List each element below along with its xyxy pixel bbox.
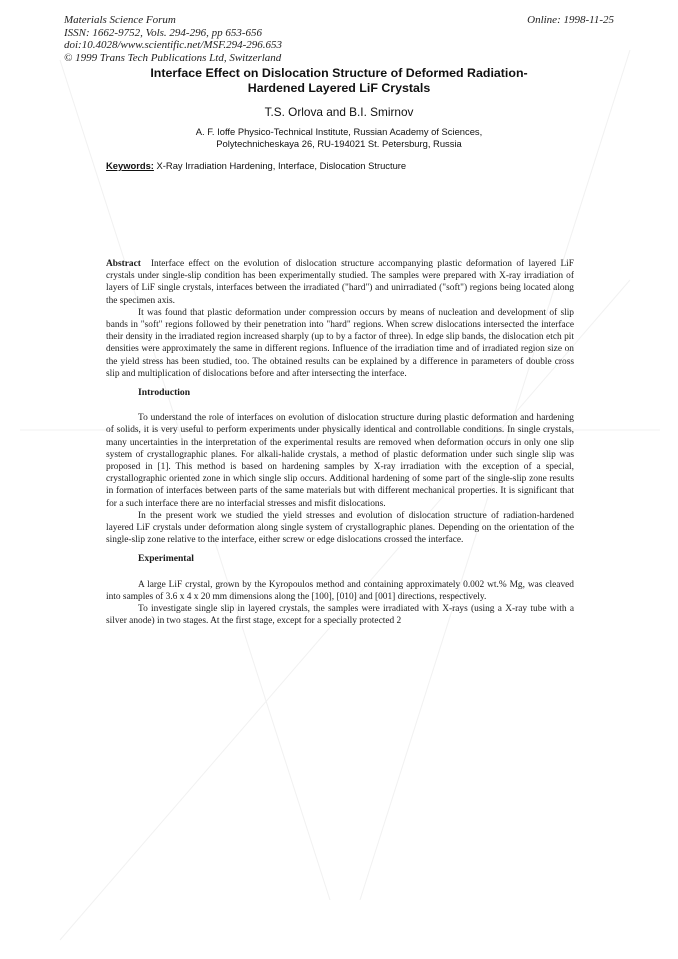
- abstract-paragraph: [106, 258, 574, 307]
- authors: T.S. Orlova and B.I. Smirnov: [264, 105, 414, 119]
- abstract-text: Interface effect on the evolution of dislocation structure accompanying plastic deformation of layered LiF crystals under single-slip condition has been experimentally studied. The samples were prepared with X-ray irradiation of layers of LiF single crystals, interfaces between the irradiated ("hard") and unirradiated ("soft") regions being located along the specimen axis.: [106, 259, 574, 306]
- title-line: Interface Effect on Dislocation Structure of Deformed Radiation-: [150, 66, 528, 80]
- section-heading-introduction: Introduction: [138, 387, 191, 399]
- body-paragraph: In the present work we studied the yield stresses and evolution of dislocation structure of radiation-hardened layered LiF crystals under deformation along single system of crystallographic planes. Depending on the orientation of the single-slip zone relative to the interface, either screw or edge dislocations crossed the interface.: [106, 510, 574, 546]
- issn-line: ISSN: 1662-9752, Vols. 294-296, pp 653-656: [64, 26, 262, 39]
- body-paragraph: A large LiF crystal, grown by the Kyropoulos method and containing approximately 0.002 wt.% Mg, was cleaved into samples of 3.6 x 4 x 20 mm dimensions along the [100], [010] and [001] directions, respectively.: [106, 579, 574, 602]
- keywords-text: X-Ray Irradiation Hardening, Interface, Dislocation Structure: [153, 160, 407, 171]
- affiliation: [0, 126, 678, 150]
- keywords: [106, 160, 406, 171]
- affiliation-line: A. F. Ioffe Physico-Technical Institute, Russian Academy of Sciences,: [195, 126, 483, 137]
- title-line: Hardened Layered LiF Crystals: [247, 81, 431, 95]
- abstract-paragraph: It was found that plastic deformation under compression occurs by means of nucleation and development of slip bands in "soft" regions followed by their penetration into "hard" regions. When screw dislocations intersected the interface their density in the irradiated region increased sharply (up to by a factor of three). In edge slip bands, the dislocation etch pit densities were approximately the same in different regions. Influence of the irradiation time and of irradiated region size on the yield stress has been studied, too. The obtained results can be explained by a difference in parameters of double cross slip and multiplication of dislocations before and after intersecting the interface.: [106, 307, 574, 379]
- affiliation-line: Polytechnicheskaya 26, RU-194021 St. Petersburg, Russia: [216, 138, 462, 149]
- paper-title: [0, 66, 678, 96]
- doi-line[interactable]: doi:10.4028/www.scientific.net/MSF.294-296.653: [64, 39, 283, 51]
- keywords-label: Keywords:: [106, 160, 154, 171]
- body-paragraph: To understand the role of interfaces on evolution of dislocation structure during plastic deformation and hardening of solids, it is very useful to perform experiments under physically identical and controllable conditions. In single crystals, many uncertainties in the interpretation of the experimental results are removed when deformation occurs in only one slip system of crystallographic planes. For alkali-halide crystals, a method of plastic deformation under such single slip was proposed in [1]. This method is based on hardening samples by X-ray irradiation with the exception of a special, crystallographic oriented zone in which single slip occurs. Additional hardening of some part of the single-slip zone results in formation of interfaces between parts of the same materials but with different mechanical properties. It is significant that for a such interface there are no interfacial stresses and misfit dislocations.: [106, 413, 574, 509]
- online-date: Online: 1998-11-25: [527, 14, 614, 26]
- journal-info: [64, 14, 282, 64]
- journal-name: Materials Science Forum: [64, 14, 176, 26]
- body-paragraph: To investigate single slip in layered crystals, the samples were irradiated with X-rays (using a X-ray tube with a silver anode) in two stages. At the first stage, except for a specially protected 2: [106, 604, 574, 627]
- paper-body: [106, 258, 574, 627]
- abstract-label: Abstract: [106, 259, 141, 269]
- section-heading-experimental: Experimental: [138, 553, 194, 565]
- copyright-line: © 1999 Trans Tech Publications Ltd, Switzerland: [64, 51, 282, 64]
